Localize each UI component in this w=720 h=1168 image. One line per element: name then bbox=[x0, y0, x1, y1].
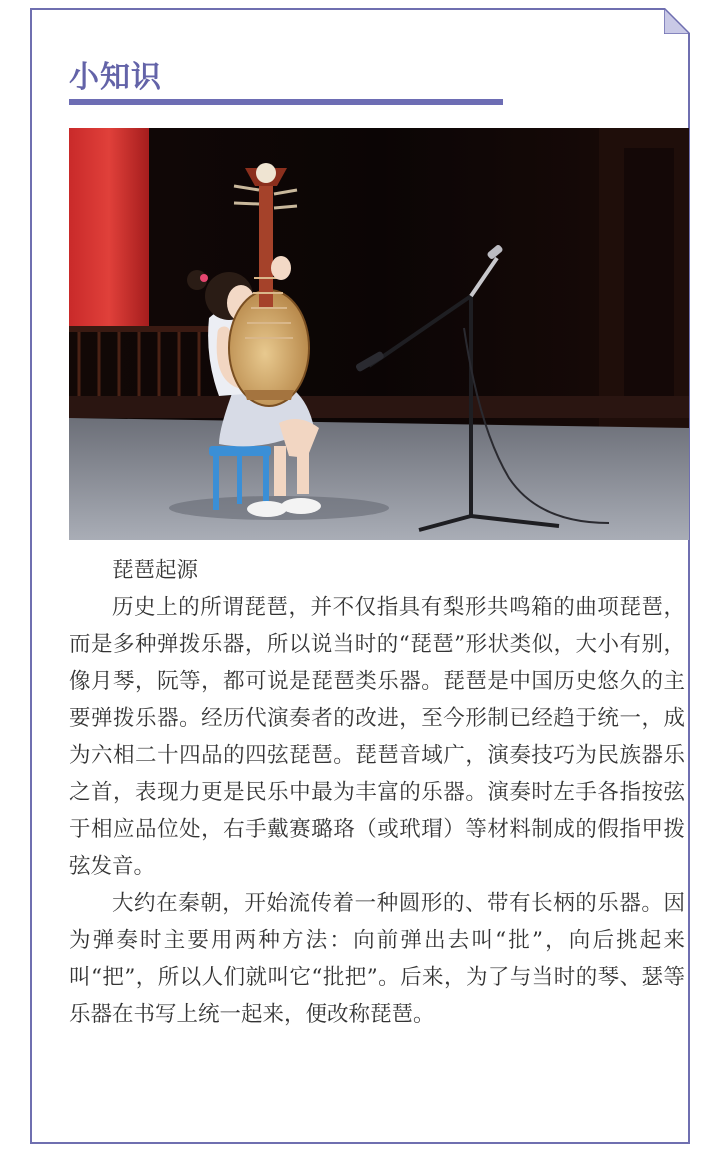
article-heading: 琵琶起源 bbox=[112, 558, 199, 583]
paragraph-origin-history: 历史上的所谓琵琶，并不仅指具有梨形共鸣箱的曲项琵琶，而是多种弹拨乐器，所以说当时的“琵琶”形状类似，大小有别，像月琴，阮等，都可说是琵琶类乐器。琵琶是中国历史悠久的主要弹拨乐器。经历代演奏者的改进，至今形制已经趋于统一，成为六相二十四品的四弦琵琶。琵琶音域广，演奏技巧为民族器乐之首，表现力更是民乐中最为丰富的乐器。演奏时左手各指按弦于相应品位处，右手戴赛璐珞（或玳瑁）等材料制成的假指甲拨弦发音。 bbox=[69, 595, 685, 879]
section-title: 小知识 bbox=[69, 60, 162, 95]
article-body bbox=[69, 552, 685, 1033]
pipa-photo bbox=[69, 128, 689, 540]
paragraph-name-origin: 大约在秦朝，开始流传着一种圆形的、带有长柄的乐器。因为弹奏时主要用两种方法：向前弹出去叫“批”，向后挑起来叫“把”，所以人们就叫它“批把”。后来，为了与当时的琴、瑟等乐器在书写上统一起来，便改称琵琶。 bbox=[69, 891, 685, 1027]
folded-corner-icon bbox=[664, 8, 690, 34]
title-underline bbox=[69, 99, 503, 105]
